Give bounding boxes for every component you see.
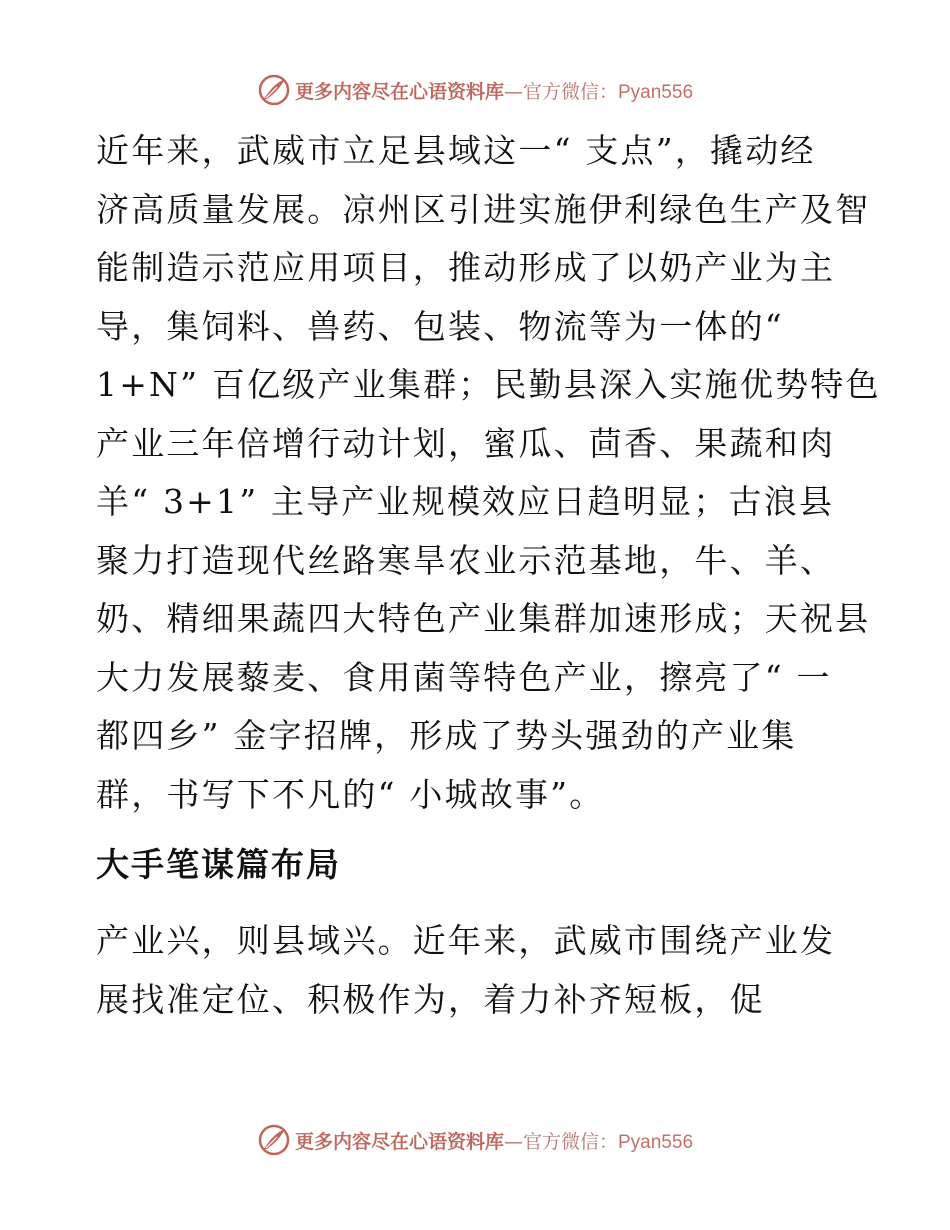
paragraph-line: 济高质量发展。凉州区引进实施伊利绿色生产及智 [96, 189, 871, 229]
document-body [96, 122, 881, 1029]
paragraph-line: 产业兴，则县域兴。近年来，武威市围绕产业发 [96, 921, 836, 960]
watermark-wechat-id: Pyan556 [618, 81, 694, 103]
watermark-wechat-id: Pyan556 [618, 1131, 694, 1153]
paragraph-line: 近年来，武威市立足县域这一“ 支点”，撬动经 [96, 131, 816, 170]
paragraph-line: 展找准定位、积极作为，着力补齐短板，促 [96, 979, 765, 1019]
paragraph-line: 产业三年倍增行动计划，蜜瓜、茴香、果蔬和肉 [96, 423, 836, 463]
paragraph-line: 大力发展藜麦、食用菌等特色产业，擦亮了“ 一 [96, 657, 832, 697]
section-heading: 大手笔谋篇布局 [96, 845, 341, 884]
watermark-separator: — [503, 80, 523, 103]
paragraph-2 [96, 912, 856, 1029]
watermark-official: 官方微信： [522, 80, 618, 103]
watermark-text [295, 1127, 693, 1154]
paragraph-line: 1+N” 百亿级产业集群；民勤县深入实施优势特色 [96, 365, 881, 404]
quill-logo-icon [257, 1123, 291, 1157]
paragraph-line: 群，书写下不凡的“ 小城故事”。 [96, 774, 605, 814]
paragraph-line: 都四乡” 金字招牌，形成了势头强劲的产业集 [96, 716, 797, 755]
watermark-separator: — [503, 1130, 523, 1153]
quill-logo-icon [257, 73, 291, 107]
paragraph-line: 导，集饲料、兽药、包装、物流等为一体的“ [96, 306, 784, 346]
watermark-text [295, 77, 693, 104]
paragraph-line: 聚力打造现代丝路寒旱农业示范基地，牛、羊、 [96, 540, 836, 580]
paragraph-1 [96, 122, 881, 824]
watermark-official: 官方微信： [522, 1130, 618, 1153]
footer-watermark [0, 1120, 950, 1160]
paragraph-line: 奶、精细果蔬四大特色产业集群加速形成；天祝县 [96, 599, 871, 638]
watermark-brand: 更多内容尽在心语资料库 [294, 80, 504, 103]
header-watermark [0, 70, 950, 110]
watermark-brand: 更多内容尽在心语资料库 [294, 1130, 504, 1153]
paragraph-line: 羊“ 3+1” 主导产业规模效应日趋明显；古浪县 [96, 482, 835, 521]
paragraph-line: 能制造示范应用项目，推动形成了以奶产业为主 [96, 248, 836, 287]
